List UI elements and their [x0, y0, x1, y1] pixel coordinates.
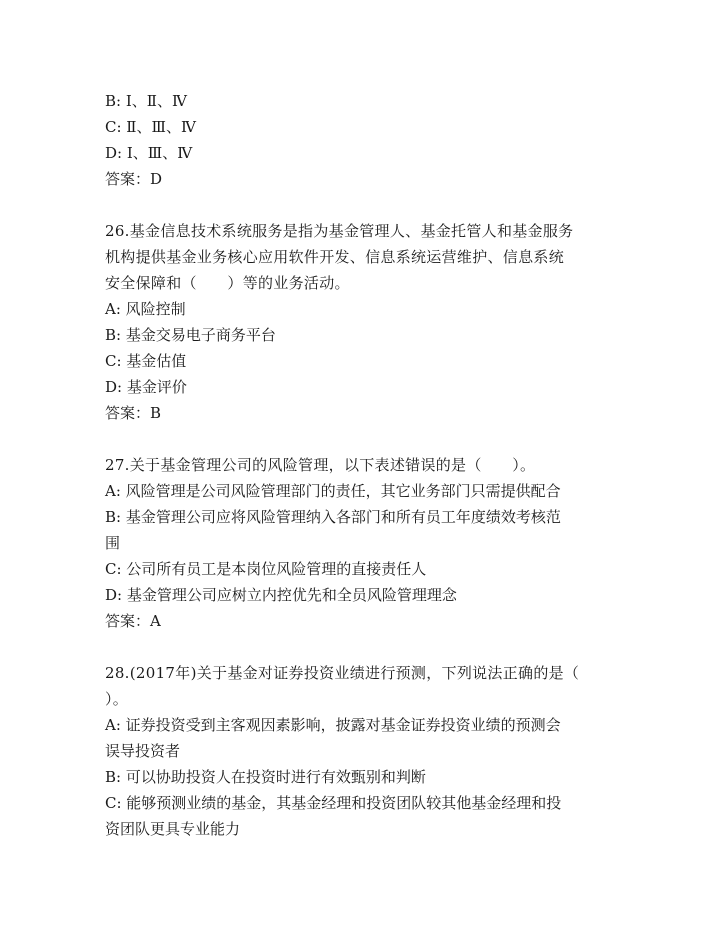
spacer	[105, 426, 620, 452]
option-d: D: Ⅰ、Ⅲ、Ⅳ	[105, 144, 193, 162]
answer: 答案：D	[105, 170, 163, 188]
option-d: D: 基金管理公司应树立内控优先和全员风险管理理念	[105, 586, 457, 604]
question-26	[105, 218, 620, 426]
option-c-continued: 资团队更具专业能力	[105, 820, 241, 838]
exam-page	[105, 88, 620, 842]
stem-line: 27.关于基金管理公司的风险管理，以下表述错误的是（ ）。	[105, 456, 536, 474]
option-b: B: 基金管理公司应将风险管理纳入各部门和所有员工年度绩效考核范	[105, 508, 561, 526]
option-a: A: 风险控制	[105, 300, 186, 318]
option-b-continued: 围	[105, 534, 121, 552]
question-27	[105, 452, 620, 634]
option-c: C: 公司所有员工是本岗位风险管理的直接责任人	[105, 560, 427, 578]
option-d: D: 基金评价	[105, 378, 187, 396]
option-c: C: 基金估值	[105, 352, 187, 370]
stem-line: 机构提供基金业务核心应用软件开发、信息系统运营维护、信息系统	[105, 248, 565, 266]
option-a: A: 证券投资受到主客观因素影响，披露对基金证券投资业绩的预测会	[105, 716, 561, 734]
answer: 答案：B	[105, 404, 162, 422]
question-stem	[105, 218, 620, 296]
option-b: B: 基金交易电子商务平台	[105, 326, 276, 344]
option-c: C: 能够预测业绩的基金，其基金经理和投资团队较其他基金经理和投	[105, 794, 562, 812]
option-a: A: 风险管理是公司风险管理部门的责任，其它业务部门只需提供配合	[105, 482, 561, 500]
option-b: B: 可以协助投资人在投资时进行有效甄别和判断	[105, 768, 426, 786]
option-b: B: Ⅰ、Ⅱ、Ⅳ	[105, 92, 187, 110]
question-stem	[105, 660, 620, 712]
spacer	[105, 192, 620, 218]
option-c: C: Ⅱ、Ⅲ、Ⅳ	[105, 118, 196, 136]
question-stem	[105, 452, 620, 478]
question-25-tail	[105, 88, 620, 192]
spacer	[105, 634, 620, 660]
stem-line: ）。	[105, 690, 129, 708]
stem-line: 安全保障和（ ）等的业务活动。	[105, 274, 350, 292]
stem-line: 26.基金信息技术系统服务是指为基金管理人、基金托管人和基金服务	[105, 222, 574, 240]
stem-line: 28.(2017年)关于基金对证券投资业绩进行预测，下列说法正确的是（	[105, 664, 580, 682]
question-28	[105, 660, 620, 842]
option-a-continued: 误导投资者	[105, 742, 181, 760]
answer: 答案：A	[105, 612, 161, 630]
